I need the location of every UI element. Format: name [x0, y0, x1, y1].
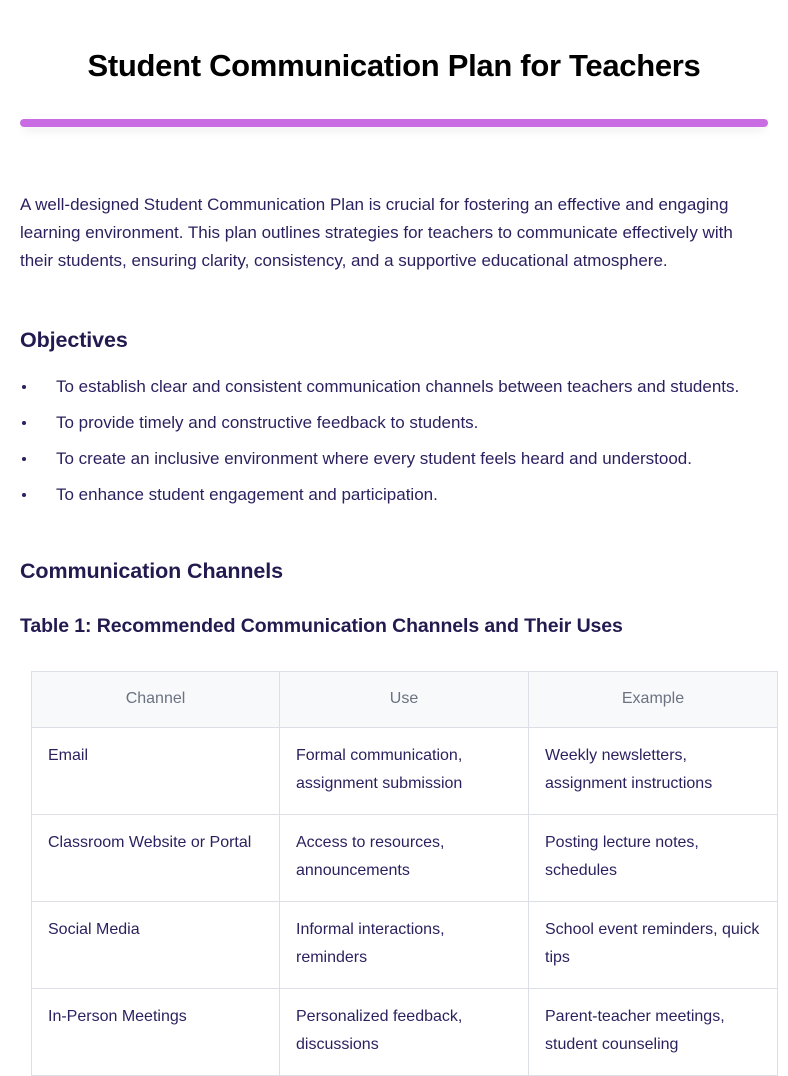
- list-item: To create an inclusive environment where every student feels heard and understood.: [20, 448, 768, 470]
- cell-use: Access to resources, announcements: [280, 815, 529, 902]
- table-caption: Table 1: Recommended Communication Channels and Their Uses: [20, 615, 623, 637]
- list-item: To establish clear and consistent communication channels between teachers and students.: [20, 376, 768, 398]
- cell-use: Informal interactions, reminders: [280, 902, 529, 989]
- cell-use: Personalized feedback, discussions: [280, 989, 529, 1076]
- communication-channels-table: [31, 671, 778, 1076]
- title-divider-wrap: [20, 119, 768, 137]
- table-row: [32, 989, 778, 1076]
- table-row: [32, 815, 778, 902]
- table-row: [32, 902, 778, 989]
- cell-channel: In-Person Meetings: [32, 989, 280, 1076]
- intro-paragraph: A well-designed Student Communication Plan is crucial for fostering an effective and engaging learning environment. This plan outlines strategies for teachers to communicate effectively with their students, ensuring clarity, consistency, and a supportive educational atmosphere.: [20, 195, 733, 270]
- cell-channel: Email: [32, 728, 280, 815]
- cell-channel: Classroom Website or Portal: [32, 815, 280, 902]
- cell-example: School event reminders, quick tips: [529, 902, 778, 989]
- objectives-heading: Objectives: [20, 328, 128, 352]
- list-item: To enhance student engagement and participation.: [20, 484, 768, 506]
- column-header-example: Example: [529, 672, 778, 728]
- cell-example: Posting lecture notes, schedules: [529, 815, 778, 902]
- communication-channels-heading: Communication Channels: [20, 559, 283, 583]
- title-accent-divider: [20, 119, 768, 127]
- cell-use: Formal communication, assignment submission: [280, 728, 529, 815]
- column-header-channel: Channel: [32, 672, 280, 728]
- table-wrapper: [20, 639, 768, 1076]
- cell-example: Weekly newsletters, assignment instructions: [529, 728, 778, 815]
- column-header-use: Use: [280, 672, 529, 728]
- table-header-row: [32, 672, 778, 728]
- cell-example: Parent-teacher meetings, student counseling: [529, 989, 778, 1076]
- cell-channel: Social Media: [32, 902, 280, 989]
- objectives-list: [20, 354, 768, 506]
- table-row: [32, 728, 778, 815]
- page-title: Student Communication Plan for Teachers: [87, 48, 701, 83]
- list-item: To provide timely and constructive feedback to students.: [20, 412, 768, 434]
